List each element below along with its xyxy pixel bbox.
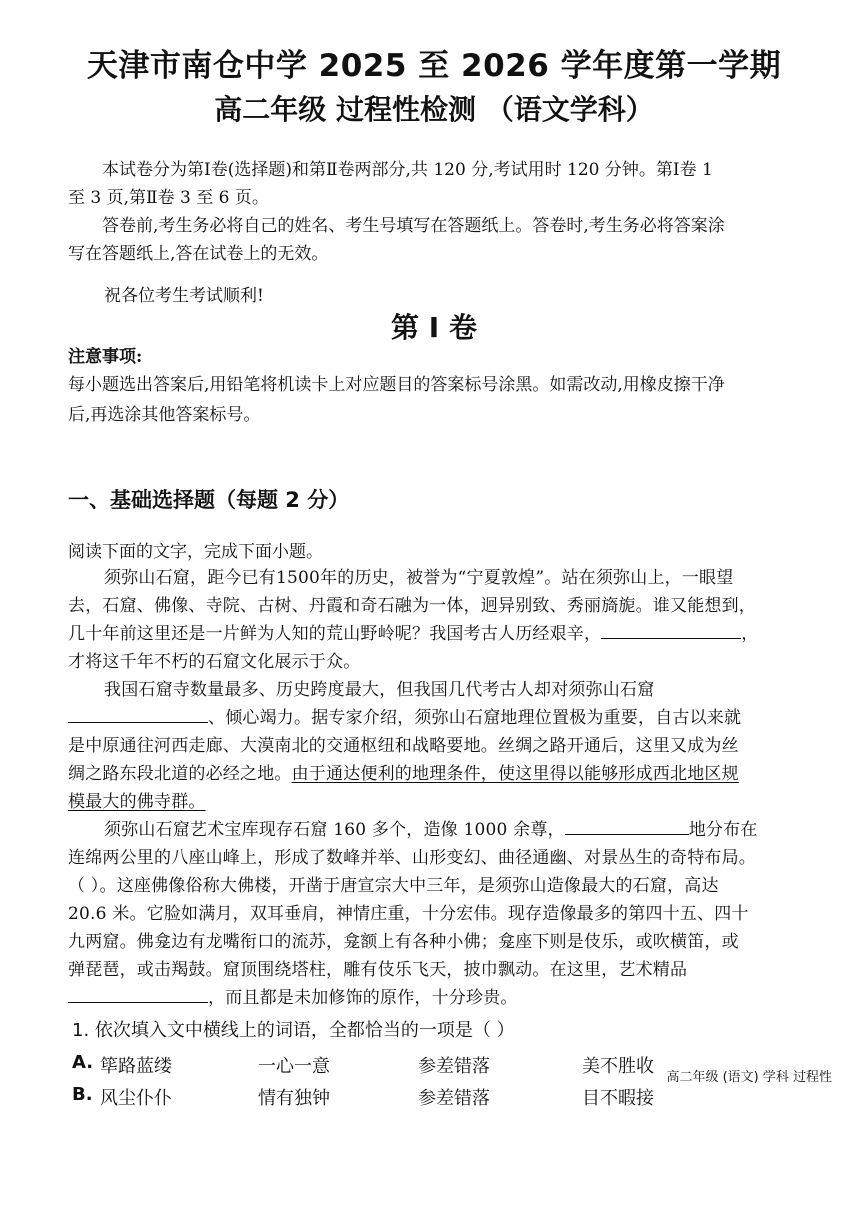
question-stem: 1. 依次填入文中横线上的词语，全都恰当的一项是（ ） [72, 1020, 515, 1041]
passage-line: 绸之路东段北道的必经之地。由于通达便利的地理条件，使这里得以能够形成西北地区规 [68, 764, 739, 784]
reading-prompt: 阅读下面的文字，完成下面小题。 [68, 542, 323, 562]
answer-blank [68, 704, 208, 723]
passage-line: 须弥山石窟艺术宝库现存石窟 160 多个，造像 1000 余尊， 地分布在 [104, 816, 804, 844]
notes-line: 每小题选出答案后,用铅笔将机读卡上对应题目的答案标号涂黑。如需改动,用橡皮擦干净 [68, 375, 725, 395]
passage-line: 去，石窟、佛像、寺院、古树、丹霞和奇石融为一体，迥异别致、秀丽旖旎。谁又能想到， [68, 596, 756, 616]
passage-line: 我国石窟寺数量最多、历史跨度最大，但我国几代考古人却对须弥山石窟 [104, 680, 655, 700]
option-label: A. [72, 1052, 94, 1073]
passage-line: ，而且都是未加修饰的原作，十分珍贵。 [68, 984, 803, 1012]
exam-title: 天津市南仓中学 2025 至 2026 学年度第一学期 [86, 48, 782, 84]
passage-line: 九两窟。佛龛边有龙嘴衔口的流苏，龛额上有各种小佛；龛座下则是伎乐，或吹横笛，或 [68, 932, 739, 952]
instruction-line: 本试卷分为第Ⅰ卷(选择题)和第Ⅱ卷两部分,共 120 分,考试用时 120 分钟。第Ⅰ卷 1 [102, 160, 713, 180]
answer-blank [565, 816, 689, 835]
passage-line [68, 788, 803, 816]
volume-title: 第 Ⅰ 卷 [391, 311, 477, 344]
answer-blank [68, 984, 208, 1003]
passage-line: 弹琵琶，或击羯鼓。窟顶围绕塔柱，雕有伎乐飞天，披巾飘动。在这里，艺术精品 [68, 960, 688, 980]
underlined-sentence: 模最大的佛寺群。 [68, 792, 206, 812]
answer-blank [601, 620, 741, 639]
good-luck-text: 祝各位考生考试顺利! [104, 286, 264, 306]
option-word: 一心一意 [258, 1056, 330, 1077]
option-word: 参差错落 [418, 1088, 490, 1109]
passage-line: 连绵两公里的八座山峰上，形成了数峰并举、山形变幻、曲径通幽、对景丛生的奇特布局。 [68, 848, 756, 868]
option-word: 风尘仆仆 [100, 1088, 172, 1109]
passage-line: 几十年前这里还是一片鲜为人知的荒山野岭呢？我国考古人历经艰辛， ， [68, 620, 803, 648]
option-word: 筚路蓝缕 [100, 1056, 172, 1077]
passage-line: 20.6 米。它脸如满月，双耳垂肩，神情庄重，十分宏伟。现存造像最多的第四十五、四十 [68, 904, 749, 924]
passage-line: 是中原通往河西走廊、大漠南北的交通枢纽和战略要地。丝绸之路开通后，这里又成为丝 [68, 736, 739, 756]
passage-line: 须弥山石窟，距今已有1500年的历史，被誉为“宁夏敦煌”。站在须弥山上，一眼望 [104, 568, 734, 588]
option-word: 目不暇接 [582, 1088, 654, 1109]
option-label: B. [72, 1084, 93, 1105]
instruction-line: 至 3 页,第Ⅱ卷 3 至 6 页。 [68, 188, 269, 208]
option-word: 参差错落 [418, 1056, 490, 1077]
underlined-sentence: 由于通达便利的地理条件，使这里得以能够形成西北地区规 [291, 764, 739, 784]
exam-subtitle: 高二年级 过程性检测 （语文学科） [214, 93, 654, 126]
section-title: 一、基础选择题（每题 2 分） [68, 488, 350, 512]
instruction-line: 答卷前,考生务必将自己的姓名、考生号填写在答题纸上。答卷时,考生务必将答案涂 [102, 216, 725, 236]
instruction-line: 写在答题纸上,答在试卷上的无效。 [68, 244, 329, 264]
passage-line: 才将这千年不朽的石窟文化展示于众。 [68, 652, 361, 672]
passage-line: （ ）。这座佛像俗称大佛楼，开凿于唐宣宗大中三年，是须弥山造像最大的石窟，高达 [68, 876, 719, 896]
passage-line: 、倾心竭力。据专家介绍，须弥山石窟地理位置极为重要，自古以来就 [68, 704, 803, 732]
page-footer: 高二年级 (语文) 学科 过程性 [666, 1070, 832, 1085]
notes-line: 后,再选涂其他答案标号。 [68, 405, 261, 425]
notes-heading: 注意事项: [68, 347, 143, 367]
option-word: 情有独钟 [258, 1088, 330, 1109]
option-word: 美不胜收 [582, 1056, 654, 1077]
